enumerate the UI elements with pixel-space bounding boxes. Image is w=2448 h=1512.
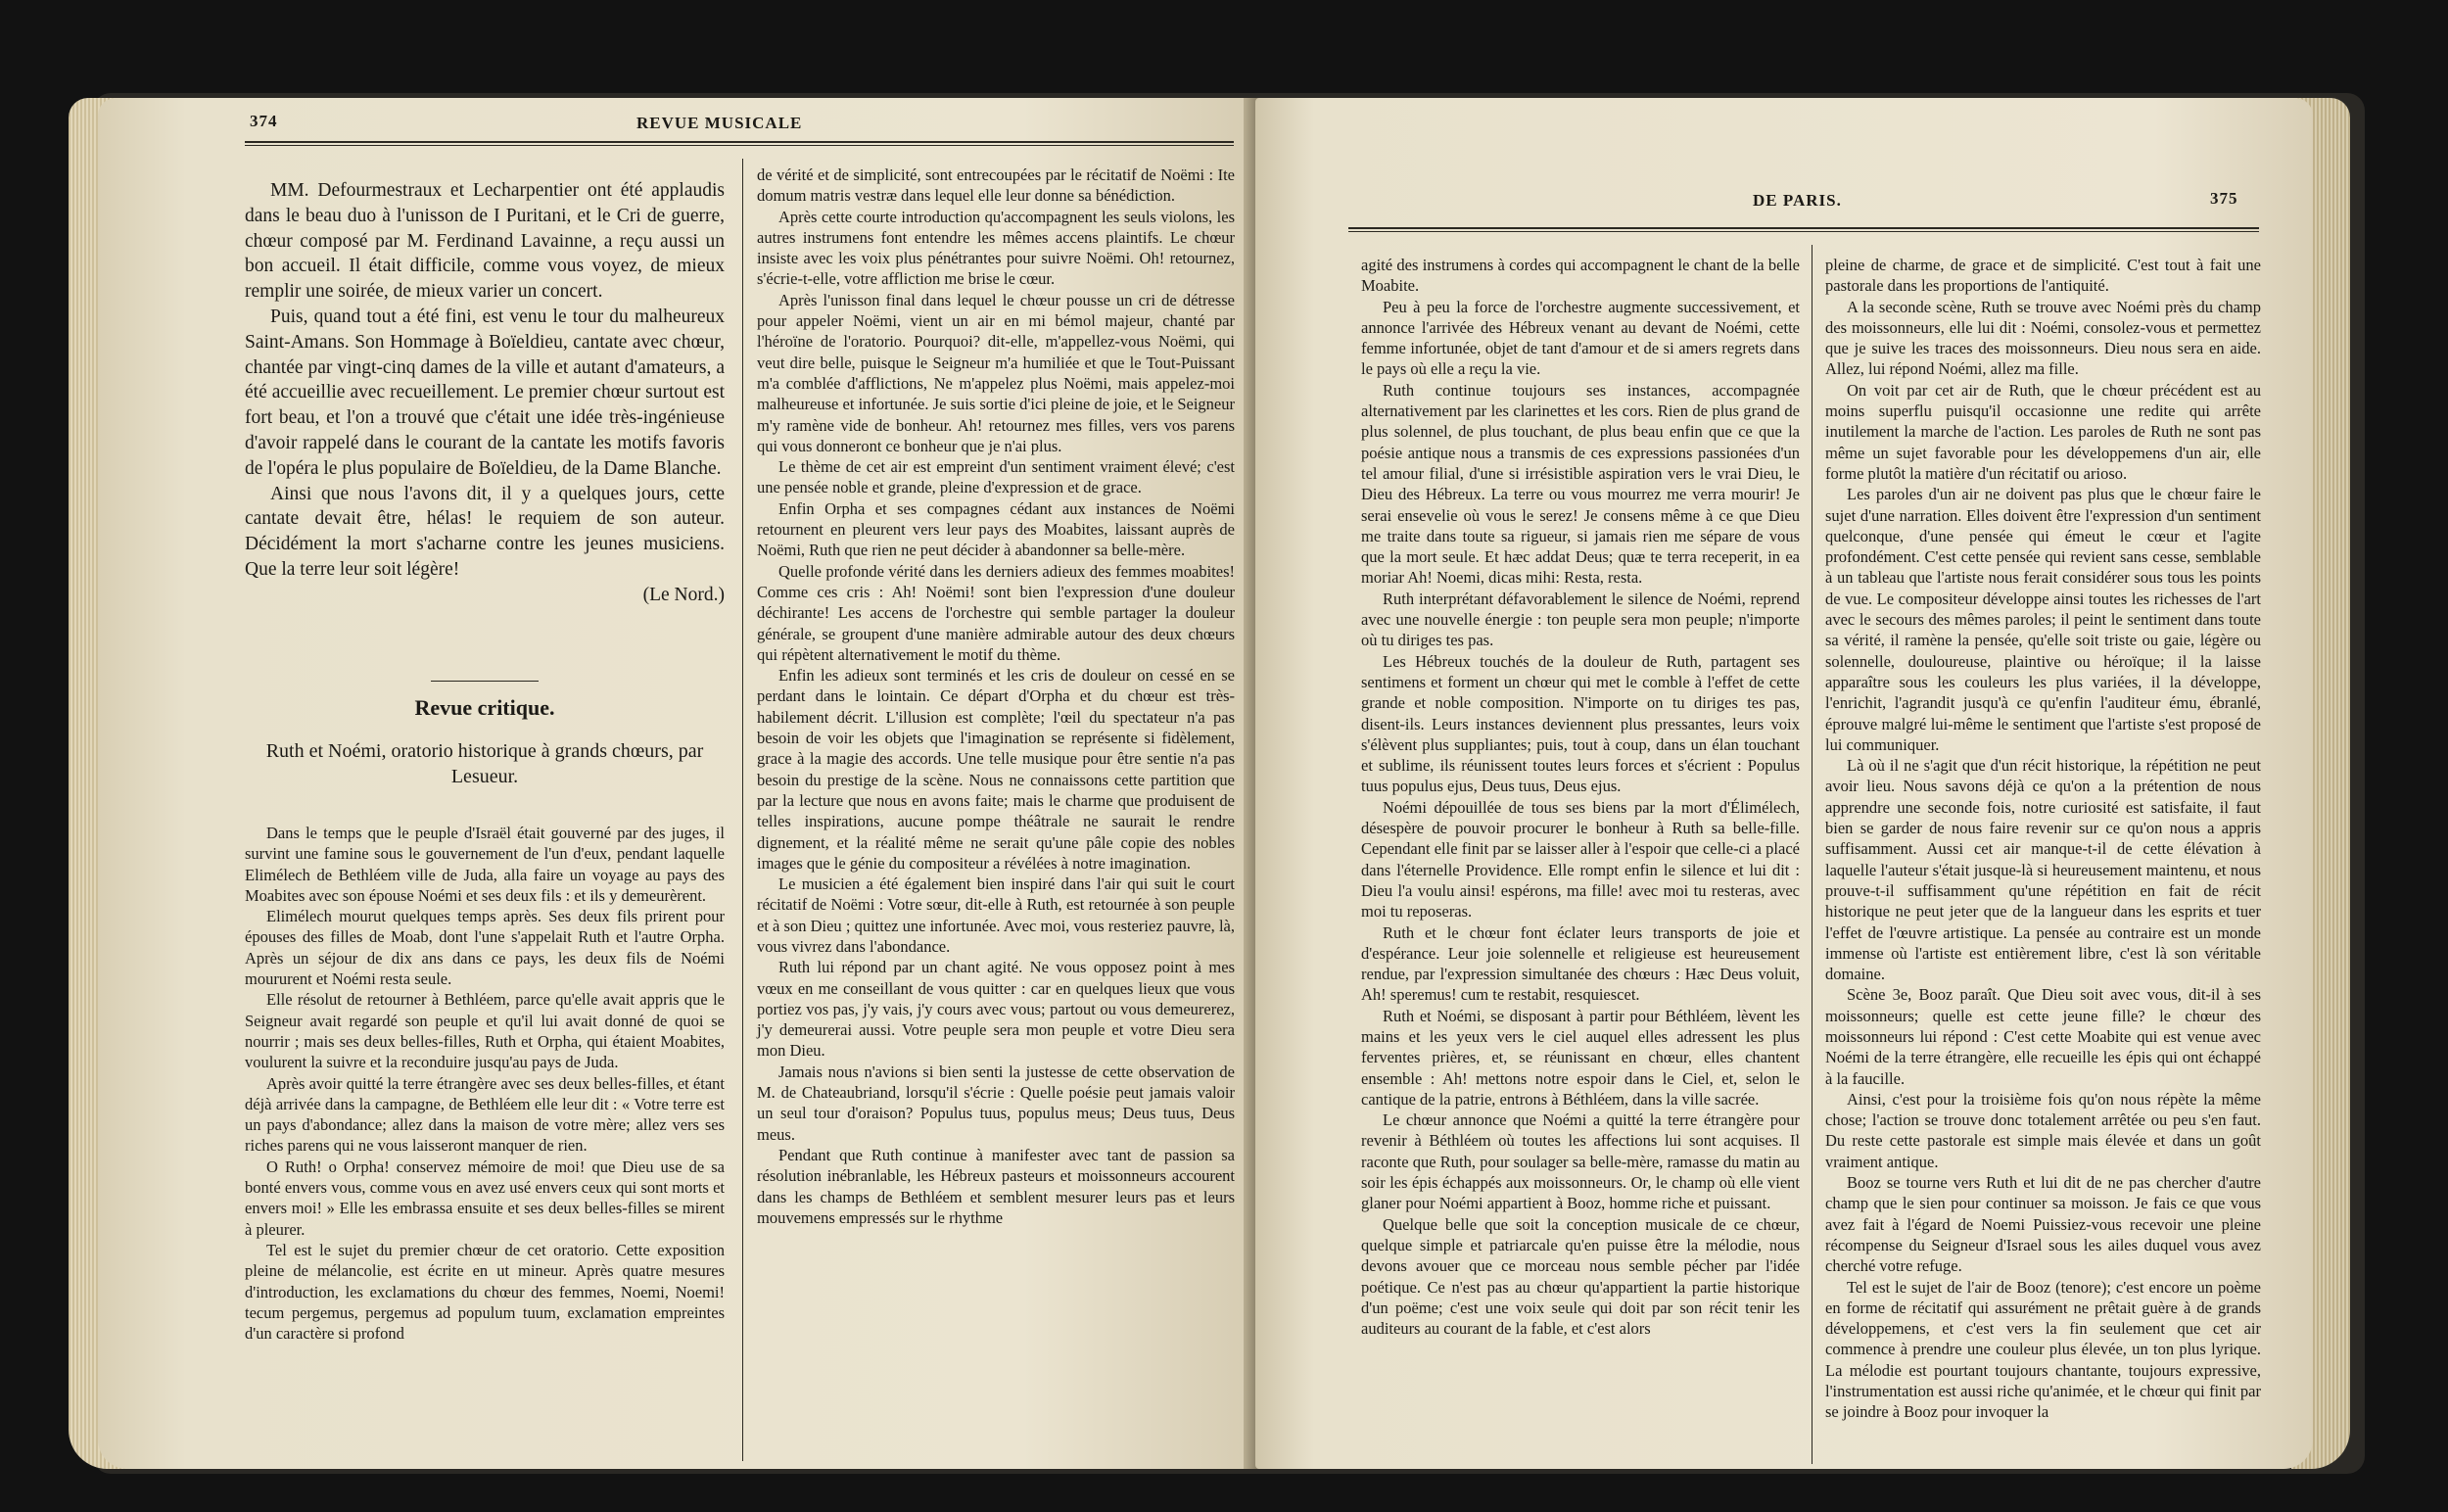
paragraph: Ainsi que nous l'avons dit, il y a quelques jours, cette cantate devait être, hélas! le requiem de son auteur. Décidément la mort s'acharne contre les jeunes musiciens. Que la terre leur soit légère!	[245, 483, 725, 580]
paragraph: Peu à peu la force de l'orchestre augmente successivement, et annonce l'arrivée des Hébreux venant au devant de Noémi, cette femme infortunée, objet de tant d'amour et de si amers regrets dans le pays où elle a reçu la vie.	[1361, 297, 1800, 379]
right-col1	[1361, 255, 1800, 1464]
paragraph: Enfin les adieux sont terminés et les cris de douleur on cessé en se perdant dans le lointain. Ce départ d'Orpha et du chœur est très-habilement décrit. L'illusion est complète; l'œil du spectateur n'a pas besoin de voir les objets que l'imagination se représente si fidèlement, grace à la magie des accords. Une telle musique pour être sentie n'a pas besoin du prestige de la scène. Nous ne connaissons cette partition que par la lecture que nous en avons faite; mais le charme que produisent de telles inspirations, aucune pompe théâtrale ne saurait le rendre dignement, et la réalité même ne serait qu'une pâle copie des nobles images que le génie du compositeur a révélées à notre imagination.	[757, 666, 1235, 873]
paragraph: On voit par cet air de Ruth, que le chœur précédent est au moins superflu puisqu'il occasionne une redite qui arrête inutilement la marche de l'action. Les paroles de Ruth ne sont pas même un sujet favorable pour les développemens d'un air, elle forme plutôt la matière d'un récitatif ou arioso.	[1825, 380, 2261, 483]
paragraph: Elle résolut de retourner à Bethléem, parce qu'elle avait appris que le Seigneur avait regardé son peuple et qu'il lui avait donné de quoi se nourrir ; mais ses deux belles-filles, Ruth et Orpha, qui étaient Moabites, voulurent la suivre et la reconduire jusqu'au pays de Juda.	[245, 990, 725, 1072]
paragraph: Quelle profonde vérité dans les derniers adieux des femmes moabites! Comme ces cris : Ah! Noëmi! sont bien l'expression d'une douleur déchirante! Les accens de l'orchestre qui semble partager la douleur générale, se groupent d'une manière admirable autour des deux chœurs qui répètent alternativement le motif du thème.	[757, 561, 1235, 664]
left-header-rule-thin	[245, 145, 1234, 146]
paragraph: Les Hébreux touchés de la douleur de Ruth, partagent ses sentimens et forment un chœur qui met le comble à l'effet de cette grande et noble composition. N'importe on tu diriges tes pas, disent-ils. Leurs instances deviennent plus pressantes, leurs voix s'élèvent plus suppliantes; puis, tout à coup, dans un élan touchant et sublime, ils réunissent toutes leurs forces et s'écrient : Populus tuus populus ejus, Deus tuus, Deus ejus.	[1361, 651, 1800, 796]
right-page-number: 375	[2210, 189, 2238, 208]
paragraph: Pendant que Ruth continue à manifester avec tant de passion sa résolution inébranlable, les Hébreux pasteurs et moissonneurs accourent dans les champs de Bethléem et semblent mesurer leurs pas et leurs mouvemens empressés sur le rhythme	[757, 1145, 1235, 1227]
paragraph: Enfin Orpha et ses compagnes cédant aux instances de Noëmi retournent en pleurent vers leur pays des Moabites, laissant auprès de Noëmi, Ruth que rien ne peut décider à abandonner sa belle-mère.	[757, 498, 1235, 560]
right-header-rule-thin	[1348, 231, 2259, 232]
left-running-head: REVUE MUSICALE	[636, 114, 803, 132]
paragraph: Après l'unisson final dans lequel le chœur pousse un cri de détresse pour appeler Noëmi, vient un air en mi bémol majeur, chanté par l'héroïne de l'oratorio. Pourquoi? dit-elle, m'appellez-vous Noëmi, qui veut dire belle, puisque le Seigneur m'a humiliée et que le Tout-Puissant m'a comblée d'afflictions, Ne m'appelez plus Noëmi, mais appelez-moi malheureuse et infortunée. Je suis sortie d'ici pleine de joie, et le Seigneur m'y ramène vide de bonheur. Ah! retournez mes filles, vers vos parens qui vous donneront ce bonheur que je n'ai plus.	[757, 290, 1235, 455]
paragraph: de vérité et de simplicité, sont entrecoupées par le récitatif de Noëmi : Ite domum matris vestræ dans lequel elle leur donne sa bénédiction.	[757, 165, 1235, 206]
left-page	[98, 98, 1253, 1469]
paragraph: Dans le temps que le peuple d'Israël était gouverné par des juges, il survint une famine sous le gouvernement de l'un d'eux, pendant laquelle Elimélech de Bethléem ville de Juda, alla faire un voyage au pays des Moabites avec son épouse Noémi et ses deux fils : et ils y demeurèrent.	[245, 824, 725, 905]
paragraph: Le chœur annonce que Noémi a quitté la terre étrangère pour revenir à Béthléem où toutes les affections lui sont acquises. Il raconte que Ruth, pour soulager sa belle-mère, ramasse du matin au soir les épis échappés aux moissonneurs. Or, le champ où elle vient glaner pour Noémi appartient à Booz, homme riche et puissant.	[1361, 1110, 1800, 1213]
paragraph: Les paroles d'un air ne doivent pas plus que le chœur faire le sujet d'une narration. Elles doivent être l'expression d'un sentiment quelconque, d'une pensée qui émeut le cœur et l'agite profondément. C'est cette pensée qui revient sans cesse, semblable à un tableau que l'artiste nous ferait considérer sous tous les points de vue. Le compositeur développe ainsi toutes les richesses de l'art avec le secours des mêmes paroles; il peint le sentiment dans toute sa vérité, il ramène la pensée, qu'elle soit triste ou gaie, légère ou solennelle, douloureuse, plaintive ou héroïque; il la laisse apparaître sous les couleurs les plus variées, il la développe, l'enrichit, l'agrandit jusqu'à ce qu'enfin l'auditeur ému, ébranlé, éprouve malgré lui-même le sentiment que l'artiste s'est proposé de lui communiquer.	[1825, 485, 2261, 754]
right-col2	[1825, 255, 2261, 1464]
section-title: Revue critique.	[414, 695, 555, 720]
paragraph: Là où il ne s'agit que d'un récit historique, la répétition ne peut avoir lieu. Nous savons déjà ce qu'on a la prétention de nous apprendre une seconde fois, notre curiosité est satisfaite, il faut bien se garder de nous faire revenir sur ce qu'on nous a appris suffisamment. Aussi cet air manque-t-il de cette élévation à laquelle l'auteur s'était jusque-là si heureusement maintenu, et nous prouve-t-il suffisamment qu'une répétition en fait de récit historique ne peut jeter que de la langueur dans les esprits et tuer l'effet de l'œuvre artistique. La pensée au contraire est un monde immense où l'artiste est entièrement libre, c'est là son véritable domaine.	[1825, 756, 2261, 984]
section-heading-block	[245, 661, 725, 799]
paragraph: A la seconde scène, Ruth se trouve avec Noémi près du champ des moissonneurs, elle lui dit : Noémi, consolez-vous et permettez que je suive les traces des moissonneurs. Dieu nous sera en aide. Allez, lui répond Noémi, allez ma fille.	[1825, 297, 2261, 379]
paragraph: Après cette courte introduction qu'accompagnent les seuls violons, les autres instrumens font entendre les mêmes accens plaintifs. Le chœur insiste avec les voix plus pénétrantes pour suivre Noëmi. Oh! retournez, s'écrie-t-elle, votre affliction me brise le cœur.	[757, 207, 1235, 289]
paragraph: Ruth et Noémi, se disposant à partir pour Béthléem, lèvent les mains et les yeux vers le ciel auquel elles adressent les plus ferventes prières, et, se réunissant en chœur, elles chantent ensemble : Ah! mettons notre espoir dans le Ciel, et, selon le cantique de la patrie, entrons à Béthléem, dans la ville sacrée.	[1361, 1006, 1800, 1109]
paragraph: Ruth interprétant défavorablement le silence de Noémi, reprend avec une nouvelle énergie : ton peuple sera mon peuple; n'importe où tu diriges tes pas.	[1361, 589, 1800, 650]
paragraph: Noémi dépouillée de tous ses biens par la mort d'Élimélech, désespère de pouvoir procurer le bonheur à Ruth sa belle-fille. Cependant elle finit par se laisser aller à l'espoir que celle-ci a placé dans l'éternelle Providence. Elle rompt enfin le silence et lui dit : Dieu l'a voulu ainsi! espérons, ma fille! avec moi tu resteras, avec moi tu reposeras.	[1361, 797, 1800, 921]
paragraph: Elimélech mourut quelques temps après. Ses deux fils prirent pour épouses des filles de Moab, dont l'une s'appelait Ruth et l'autre Orpha. Après un séjour de dix ans dans ce pays, les deux fils de Noémi moururent et Noémi resta seule.	[245, 907, 725, 989]
article-subtitle: Ruth et Noémi, oratorio historique à grands chœurs, par Lesueur.	[265, 740, 704, 787]
paragraph: Jamais nous n'avions si bien senti la justesse de cette observation de M. de Chateaubriand, lorsqu'il s'écrie : Quelle poésie peut jamais valoir un seul tour d'oraison? Populus tuus, populus meus; Deus tuus, Deus meus.	[757, 1062, 1235, 1144]
left-page-number: 374	[250, 112, 278, 130]
paragraph: Tel est le sujet de l'air de Booz (tenore); c'est encore un poème en forme de récitatif qui assurément ne prêtait guère à de grands développemens, et c'est vers la fin seulement que cet air commence à prendre une couleur plus élevée, un ton plus lyrique. La mélodie est pourtant toujours chantante, toujours expressive, l'instrumentation est aussi riche qu'animée, et le chœur qui finit par se joindre à Booz pour invoquer la	[1825, 1277, 2261, 1422]
paragraph: MM. Defourmestraux et Lecharpentier ont été applaudis dans le beau duo à l'unisson de I Puritani, et le Cri de guerre, chœur composé par M. Ferdinand Lavainne, a reçu aussi un bon accueil. Il était difficile, comme vous voyez, de mieux remplir une soirée, de mieux varier un concert.	[245, 180, 725, 303]
paragraph: Le musicien a été également bien inspiré dans l'air qui suit le court récitatif de Noëmi : Votre sœur, dit-elle à Ruth, est retournée à son peuple et à son Dieu ; quittez une infortunée. Avec moi, vous resteriez pauvre, là, vous vivrez dans l'abondance.	[757, 874, 1235, 956]
paragraph: Ruth continue toujours ses instances, accompagnée alternativement par les clarinettes et les cors. Rien de plus grand de plus solennel, de plus touchant, de plus beau enfin que ce que la poésie antique nous a transmis de ces expressions passionées d'un tel amour filial, d'une si irrésistible aspiration vers le vrai Dieu, le Dieu des Hébreux. La terre ou vous mourrez me verra mourir! Je serai ensevelie où vous le serez! Je consens même à ce que Dieu me traite dans toute sa rigueur, si jamais rien me sépare de vous que la mort seule. Et hæc addat Deus; quæ te terra receperit, in ea moriar Ah! Noemi, dicas mihi: Resta, resta.	[1361, 380, 1800, 588]
left-col1-bottom	[245, 823, 725, 1459]
paragraph: Ainsi, c'est pour la troisième fois qu'on nous répète la même chose; l'action se trouve donc totalement arrêtée ou peu s'en faut. Du reste cette pastorale est simple mais élevée et dans un goût vraiment antique.	[1825, 1089, 2261, 1171]
signature: (Le Nord.)	[642, 584, 725, 605]
paragraph: agité des instrumens à cordes qui accompagnent le chant de la belle Moabite.	[1361, 256, 1800, 296]
paragraph: Ruth lui répond par un chant agité. Ne vous opposez point à mes vœux en me conseillant de vous quitter : car en quelques lieux que vous portiez vos pas, j'y vais, j'y cours avec vous; partout ou vous demeurerez, j'y demeurerai aussi. Votre peuple sera mon peuple et votre Dieu sera mon Dieu.	[757, 958, 1235, 1061]
paragraph: Quelque belle que soit la conception musicale de ce chœur, quelque simple et patriarcale qu'en puisse être la mélodie, nous devons avouer que ce morceau nous semble pécher par l'idée poétique. Ce n'est pas au chœur qu'appartient la partie historique d'un poëme; c'est une voix seule qui doit par son récit tenir les auditeurs au courant de la fable, et c'est alors	[1361, 1214, 1800, 1339]
left-col1-top	[245, 178, 725, 605]
paragraph: Scène 3e, Booz paraît. Que Dieu soit avec vous, dit-il à ses moissonneurs; quelle est cette jeune fille? le chœur des moissonneurs lui répond : C'est cette Moabite qui est venue avec Noémi de la terre étrangère, elle recueille les épis qui ont échappé à la faucille.	[1825, 985, 2261, 1088]
paragraph: pleine de charme, de grace et de simplicité. C'est tout à fait une pastorale dans les proportions de l'antiquité.	[1825, 256, 2261, 296]
paragraph: Puis, quand tout a été fini, est venu le tour du malheureux Saint-Amans. Son Hommage à Boïeldieu, cantate avec chœur, chantée par vingt-cinq dames de la ville et autant d'amateurs, a été accueillie avec recueillement. Le premier chœur surtout est fort beau, et l'on a trouvé que c'était une idée très-ingénieuse d'avoir rappelé dans le courant de la cantate les motifs favoris de l'opéra le plus populaire de Boïeldieu, de la Dame Blanche.	[245, 306, 725, 479]
paragraph: O Ruth! o Orpha! conservez mémoire de moi! que Dieu use de sa bonté envers vous, comme vous en avez usé envers ceux qui sont morts et envers moi! » Elle les embrassa ensuite et ses deux belles-filles se mirent à pleurer.	[245, 1157, 725, 1239]
left-column-separator	[742, 159, 743, 1461]
left-header-rule	[245, 141, 1234, 143]
paragraph: Booz se tourne vers Ruth et lui dit de ne pas chercher d'autre champ que le sien pour continuer sa moisson. Je fais ce que vous avez fait à l'égard de Noemi Puissiez-vous recevoir une pleine récompense du Seigneur d'Israel sous les ailes duquel vous avez cherché votre refuge.	[1825, 1173, 2261, 1276]
paragraph: Ruth et le chœur font éclater leurs transports de joie et d'espérance. Leur joie solennelle et religieuse est heureusement rendue, par l'expression simultanée des chœurs : Hæc Deus voluit, Ah! speremus! cum te restabit, resquiescet.	[1361, 922, 1800, 1005]
paragraph: Le thème de cet air est empreint d'un sentiment vraiment élevé; c'est une pensée noble et grande, pleine d'expression et de grace.	[757, 457, 1235, 497]
right-running-head: DE PARIS.	[1753, 191, 1842, 210]
section-divider	[431, 681, 539, 682]
right-page	[1255, 98, 2313, 1469]
right-header-rule	[1348, 227, 2259, 229]
paragraph: Tel est le sujet du premier chœur de cet oratorio. Cette exposition pleine de mélancolie, est écrite en ut mineur. Après quatre mesures d'introduction, les exclamations du chœur des femmes, Noemi, Noemi! tecum pergemus, pergemus ad populum tuum, exclamation empreintes d'un caractère si profond	[245, 1240, 725, 1344]
paragraph: Après avoir quitté la terre étrangère avec ses deux belles-filles, et étant déjà arrivée dans la campagne, de Bethléem elle leur dit : « Votre terre est un pays d'abondance; allez dans la maison de votre mère; allez vers ses riches parens qui ne vous laisseront manquer de rien.	[245, 1073, 725, 1156]
left-col2	[757, 165, 1235, 1467]
